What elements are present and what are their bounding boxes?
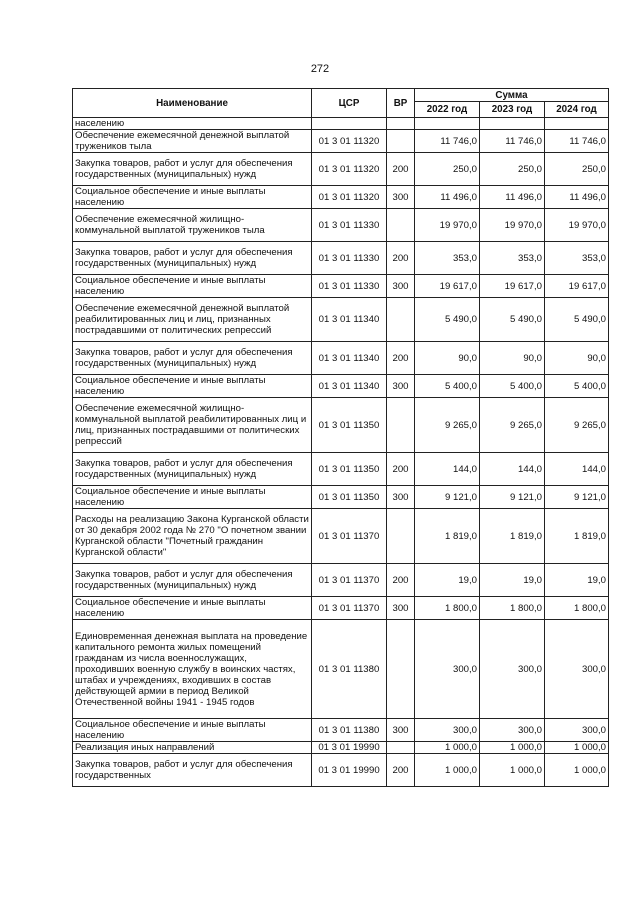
row-amount-2022: 1 000,0 [415, 754, 480, 787]
table-row [73, 209, 609, 242]
row-vr: 300 [387, 597, 415, 620]
header-year-2024: 2024 год [545, 102, 609, 118]
row-name: Социальное обеспечение и иные выплаты населению [73, 375, 312, 398]
row-amount-2022: 1 800,0 [415, 597, 480, 620]
row-name: Обеспечение ежемесячной денежной выплатой реабилитированных лиц и лиц, признанных пострадавшими от политических репрессий [73, 298, 312, 342]
row-vr: 200 [387, 453, 415, 486]
table-row [73, 186, 609, 209]
header-vr: ВР [387, 89, 415, 118]
row-amount-2022: 19 617,0 [415, 275, 480, 298]
row-amount-2023: 90,0 [480, 342, 545, 375]
page-number: 272 [310, 63, 330, 75]
row-csr: 01 3 01 11330 [312, 275, 387, 298]
row-amount-2022: 90,0 [415, 342, 480, 375]
row-csr: 01 3 01 11350 [312, 453, 387, 486]
row-csr: 01 3 01 11330 [312, 242, 387, 275]
row-amount-2023 [480, 118, 545, 130]
row-name: Социальное обеспечение и иные выплаты населению [73, 275, 312, 298]
table-row [73, 275, 609, 298]
row-amount-2024: 5 490,0 [545, 298, 609, 342]
row-amount-2022: 1 819,0 [415, 509, 480, 564]
row-amount-2023: 9 121,0 [480, 486, 545, 509]
row-name: Обеспечение ежемесячной жилищно-коммунальной выплатой тружеников тыла [73, 209, 312, 242]
row-vr: 300 [387, 375, 415, 398]
table-row [73, 509, 609, 564]
row-amount-2023: 9 265,0 [480, 398, 545, 453]
row-vr [387, 398, 415, 453]
row-amount-2022: 5 400,0 [415, 375, 480, 398]
row-csr: 01 3 01 11340 [312, 298, 387, 342]
row-csr: 01 3 01 11320 [312, 153, 387, 186]
row-amount-2023: 300,0 [480, 719, 545, 742]
row-amount-2023: 1 819,0 [480, 509, 545, 564]
row-name: Обеспечение ежемесячной жилищно-коммунальной выплатой реабилитированных лиц и лиц, признанных пострадавшими от политических репрессий [73, 398, 312, 453]
row-name: Социальное обеспечение и иные выплаты населению [73, 597, 312, 620]
row-amount-2023: 1 000,0 [480, 742, 545, 754]
row-vr: 200 [387, 242, 415, 275]
row-vr: 300 [387, 186, 415, 209]
row-amount-2024: 19 970,0 [545, 209, 609, 242]
row-name: Закупка товаров, работ и услуг для обеспечения государственных [73, 754, 312, 787]
row-csr: 01 3 01 11320 [312, 130, 387, 153]
row-vr: 200 [387, 342, 415, 375]
table-row [73, 754, 609, 787]
row-csr: 01 3 01 11370 [312, 564, 387, 597]
header-sum: Сумма [415, 89, 609, 102]
row-name: Закупка товаров, работ и услуг для обеспечения государственных (муниципальных) нужд [73, 564, 312, 597]
row-csr: 01 3 01 11340 [312, 342, 387, 375]
row-name: Обеспечение ежемесячной денежной выплатой тружеников тыла [73, 130, 312, 153]
table-row [73, 242, 609, 275]
row-amount-2023: 1 000,0 [480, 754, 545, 787]
row-csr: 01 3 01 11370 [312, 597, 387, 620]
row-amount-2024: 353,0 [545, 242, 609, 275]
row-csr: 01 3 01 11380 [312, 719, 387, 742]
row-name: Реализация иных направлений [73, 742, 312, 754]
row-amount-2024: 9 265,0 [545, 398, 609, 453]
row-amount-2024: 300,0 [545, 719, 609, 742]
row-csr: 01 3 01 11320 [312, 186, 387, 209]
row-amount-2023: 5 490,0 [480, 298, 545, 342]
row-amount-2022: 250,0 [415, 153, 480, 186]
row-vr [387, 209, 415, 242]
row-amount-2023: 144,0 [480, 453, 545, 486]
row-name: Расходы на реализацию Закона Курганской области от 30 декабря 2002 года № 270 "О почетном звании Курганской области "Почетный гражданин Курганской области" [73, 509, 312, 564]
table-row [73, 719, 609, 742]
table-row [73, 153, 609, 186]
row-amount-2024: 1 800,0 [545, 597, 609, 620]
row-amount-2024: 9 121,0 [545, 486, 609, 509]
row-name: населению [73, 118, 312, 130]
row-vr: 300 [387, 486, 415, 509]
row-amount-2024: 90,0 [545, 342, 609, 375]
row-amount-2022: 353,0 [415, 242, 480, 275]
row-amount-2024: 5 400,0 [545, 375, 609, 398]
row-csr: 01 3 01 11330 [312, 209, 387, 242]
row-amount-2023: 19,0 [480, 564, 545, 597]
row-vr: 200 [387, 754, 415, 787]
row-vr [387, 620, 415, 719]
row-csr: 01 3 01 11350 [312, 486, 387, 509]
row-vr: 300 [387, 719, 415, 742]
header-year-2023: 2023 год [480, 102, 545, 118]
row-amount-2022: 11 496,0 [415, 186, 480, 209]
row-vr: 200 [387, 153, 415, 186]
row-amount-2023: 19 617,0 [480, 275, 545, 298]
budget-table [72, 88, 609, 787]
row-name: Закупка товаров, работ и услуг для обеспечения государственных (муниципальных) нужд [73, 453, 312, 486]
table-body [73, 118, 609, 787]
row-amount-2024: 300,0 [545, 620, 609, 719]
table-row [73, 375, 609, 398]
row-amount-2024: 144,0 [545, 453, 609, 486]
row-vr [387, 742, 415, 754]
table-row [73, 130, 609, 153]
row-vr [387, 509, 415, 564]
row-amount-2022: 5 490,0 [415, 298, 480, 342]
row-amount-2022: 19 970,0 [415, 209, 480, 242]
row-amount-2022: 300,0 [415, 719, 480, 742]
row-name: Закупка товаров, работ и услуг для обеспечения государственных (муниципальных) нужд [73, 153, 312, 186]
table-row [73, 620, 609, 719]
row-csr: 01 3 01 19990 [312, 754, 387, 787]
table-header [73, 89, 609, 118]
row-csr: 01 3 01 11370 [312, 509, 387, 564]
row-amount-2022: 300,0 [415, 620, 480, 719]
header-csr: ЦСР [312, 89, 387, 118]
row-name: Социальное обеспечение и иные выплаты населению [73, 719, 312, 742]
table-row [73, 486, 609, 509]
row-name: Закупка товаров, работ и услуг для обеспечения государственных (муниципальных) нужд [73, 242, 312, 275]
row-amount-2024 [545, 118, 609, 130]
row-amount-2024: 250,0 [545, 153, 609, 186]
row-amount-2024: 19,0 [545, 564, 609, 597]
row-amount-2023: 250,0 [480, 153, 545, 186]
table-row [73, 597, 609, 620]
row-amount-2022: 1 000,0 [415, 742, 480, 754]
row-amount-2023: 11 746,0 [480, 130, 545, 153]
table-row [73, 398, 609, 453]
row-name: Единовременная денежная выплата на проведение капитального ремонта жилых помещений гражданам из числа военнослужащих, проходивших военную службу в воинских частях, штабах и учреждениях, входивших в состав действующей армии в период Великой Отечественной войны 1941 - 1945 годов [73, 620, 312, 719]
row-amount-2022: 144,0 [415, 453, 480, 486]
row-amount-2023: 19 970,0 [480, 209, 545, 242]
row-name: Закупка товаров, работ и услуг для обеспечения государственных (муниципальных) нужд [73, 342, 312, 375]
row-vr [387, 298, 415, 342]
row-csr: 01 3 01 11380 [312, 620, 387, 719]
row-amount-2024: 1 000,0 [545, 754, 609, 787]
row-amount-2023: 5 400,0 [480, 375, 545, 398]
row-amount-2023: 11 496,0 [480, 186, 545, 209]
row-vr: 300 [387, 275, 415, 298]
row-amount-2024: 11 746,0 [545, 130, 609, 153]
row-csr [312, 118, 387, 130]
row-csr: 01 3 01 19990 [312, 742, 387, 754]
row-amount-2024: 1 819,0 [545, 509, 609, 564]
row-amount-2022: 19,0 [415, 564, 480, 597]
row-vr: 200 [387, 564, 415, 597]
row-amount-2022: 11 746,0 [415, 130, 480, 153]
table-row [73, 118, 609, 130]
table-row [73, 564, 609, 597]
table-row [73, 342, 609, 375]
row-vr [387, 118, 415, 130]
row-amount-2024: 11 496,0 [545, 186, 609, 209]
row-name: Социальное обеспечение и иные выплаты населению [73, 486, 312, 509]
row-name: Социальное обеспечение и иные выплаты населению [73, 186, 312, 209]
table-row [73, 298, 609, 342]
row-amount-2022 [415, 118, 480, 130]
row-amount-2024: 19 617,0 [545, 275, 609, 298]
header-year-2022: 2022 год [415, 102, 480, 118]
row-amount-2022: 9 265,0 [415, 398, 480, 453]
table-row [73, 742, 609, 754]
header-name: Наименование [73, 89, 312, 118]
row-amount-2023: 1 800,0 [480, 597, 545, 620]
row-vr [387, 130, 415, 153]
row-amount-2023: 300,0 [480, 620, 545, 719]
row-amount-2023: 353,0 [480, 242, 545, 275]
row-csr: 01 3 01 11340 [312, 375, 387, 398]
row-amount-2022: 9 121,0 [415, 486, 480, 509]
table-row [73, 453, 609, 486]
row-amount-2024: 1 000,0 [545, 742, 609, 754]
row-csr: 01 3 01 11350 [312, 398, 387, 453]
